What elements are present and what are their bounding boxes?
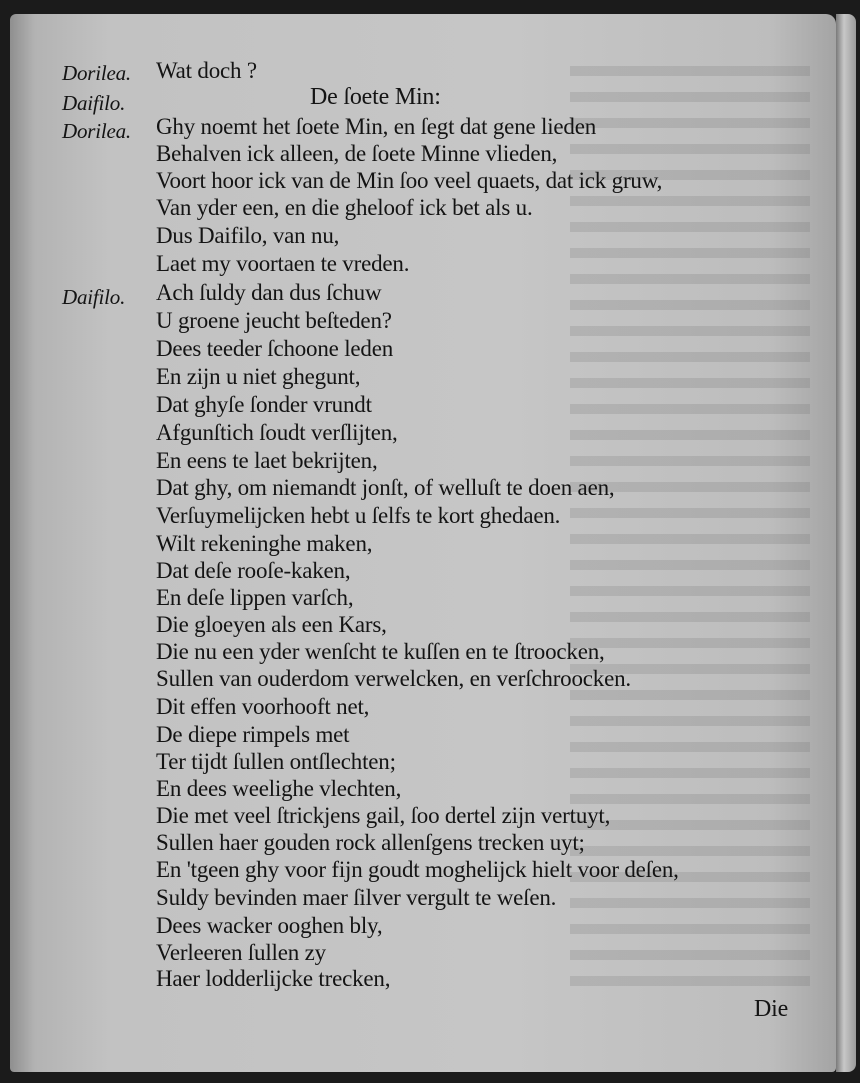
verse-line: Dat deſe rooſe-kaken,: [156, 558, 351, 583]
verse-line: Ghy noemt het ſoete Min, en ſegt dat gene lieden: [156, 114, 597, 139]
verse-line: En dees weelighe vlechten,: [156, 776, 402, 801]
verse-line: En 'tgeen ghy voor fijn goudt moghelijck hielt voor deſen,: [156, 857, 679, 882]
verse-line: Wilt rekeninghe maken,: [156, 531, 373, 556]
verse-line: Van yder een, en die gheloof ick bet als u.: [156, 195, 533, 220]
verse-line: Suldy bevinden maer ſilver vergult te weſen.: [156, 885, 557, 910]
verse-line: Laet my voortaen te vreden.: [156, 251, 410, 276]
song-title: De ſoete Min:: [310, 84, 441, 110]
verse-line: Dees wacker ooghen bly,: [156, 913, 383, 938]
verse-line: Dus Daifilo, van nu,: [156, 223, 340, 248]
verse-line: Verſuymelijcken hebt u ſelfs te kort ghedaen.: [156, 503, 561, 528]
verse-line: En zijn u niet ghegunt,: [156, 364, 361, 389]
speaker-label: Dorilea.: [62, 61, 131, 85]
verse-line: Dees teeder ſchoone leden: [156, 336, 394, 361]
verse-line: De diepe rimpels met: [156, 722, 350, 747]
verse-line: Ter tijdt ſullen ontſlechten;: [156, 749, 396, 774]
speaker-label: Dorilea.: [62, 119, 131, 143]
verse-line: Behalven ick alleen, de ſoete Minne vlieden,: [156, 141, 558, 166]
verse-line: Die nu een yder wenſcht te kuſſen en te ſtroocken,: [156, 639, 605, 664]
catchword: Die: [754, 996, 789, 1022]
book-page-edge: [836, 14, 856, 1072]
verse-line: Afgunſtich ſoudt verſlijten,: [156, 420, 398, 445]
show-through-text: [570, 54, 810, 994]
book-page: [10, 14, 836, 1072]
verse-line: Die met veel ſtrickjens gail, ſoo dertel zijn vertuyt,: [156, 803, 611, 828]
verse-line: En deſe lippen varſch,: [156, 585, 354, 610]
verse-line: Sullen van ouderdom verwelcken, en verſchroocken.: [156, 666, 631, 691]
verse-line: Voort hoor ick van de Min ſoo veel quaets, dat ick gruw,: [156, 168, 663, 193]
verse-line: Dit effen voorhooft net,: [156, 694, 370, 719]
verse-line: Haer lodderlijcke trecken,: [156, 966, 391, 991]
verse-line: Die gloeyen als een Kars,: [156, 612, 387, 637]
speaker-label: Daifilo.: [62, 91, 126, 115]
verse-line: Dat ghyſe ſonder vrundt: [156, 392, 372, 417]
verse-line: Verleeren ſullen zy: [156, 940, 326, 965]
verse-line: Dat ghy, om niemandt jonſt, of welluſt te doen aen,: [156, 475, 615, 500]
verse-line: U groene jeucht beſteden?: [156, 308, 392, 333]
verse-line: En eens te laet bekrijten,: [156, 448, 378, 473]
verse-line: Ach ſuldy dan dus ſchuw: [156, 280, 382, 305]
verse-line: Sullen haer gouden rock allenſgens trecken uyt;: [156, 830, 585, 855]
verse-line: Wat doch ?: [156, 58, 257, 83]
speaker-label: Daifilo.: [62, 285, 126, 309]
